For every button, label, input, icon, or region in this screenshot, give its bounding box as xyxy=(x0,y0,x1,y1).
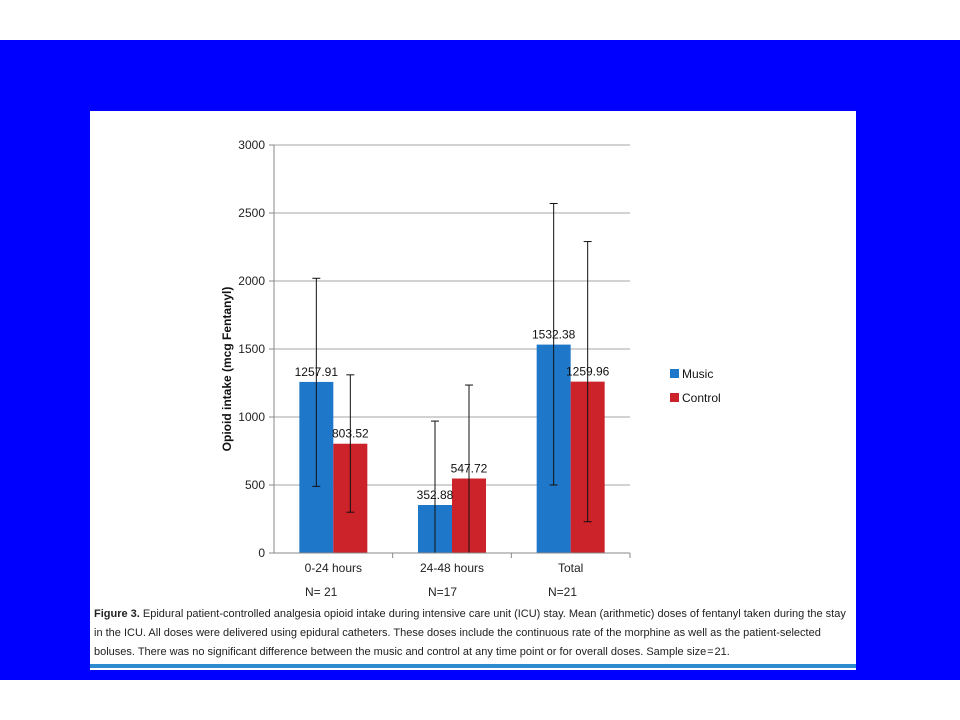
y-tick-label: 1500 xyxy=(238,342,265,356)
data-label: 803.52 xyxy=(331,426,369,441)
y-tick-label: 1000 xyxy=(238,410,265,424)
y-tick-label: 3000 xyxy=(238,138,265,152)
category-label: Total xyxy=(557,561,584,575)
bar-chart xyxy=(90,111,856,581)
y-axis-title: Opioid intake (mcg Fentanyl) xyxy=(220,286,234,452)
sample-size-label: N= 21 xyxy=(305,585,338,599)
caption-text: Epidural patient-controlled analgesia opioid intake during intensive care unit (ICU) stay. Mean (arithmetic) doses of fentanyl taken during the stay in the ICU. All doses were delivered using epidural catheters. These doses include the continuous rate of the morphine as well as the patient-selected boluses. There was no significant difference between the music and control at any time point or for overall doses. Sample size = 21. xyxy=(94,608,846,658)
figure-panel xyxy=(90,111,856,670)
data-label: 547.72 xyxy=(450,461,488,476)
legend-swatch-music xyxy=(670,369,679,378)
y-tick-label: 2500 xyxy=(238,206,265,220)
legend-swatch-control xyxy=(670,393,679,402)
data-label: 1259.96 xyxy=(565,364,610,379)
slide-frame xyxy=(0,40,960,680)
caption-label: Figure 3. xyxy=(94,608,140,620)
y-tick-label: 2000 xyxy=(238,274,265,288)
sample-sizes xyxy=(90,585,856,601)
bottom-rule xyxy=(90,664,856,668)
y-tick-label: 0 xyxy=(258,546,265,560)
y-tick-label: 500 xyxy=(244,478,265,492)
category-label: 24-48 hours xyxy=(419,561,485,575)
legend-label-music: Music xyxy=(682,367,714,381)
figure-caption xyxy=(94,605,846,662)
sample-size-label: N=17 xyxy=(428,585,458,599)
data-label: 1532.38 xyxy=(531,327,576,342)
data-label: 1257.91 xyxy=(294,364,339,379)
data-label: 352.88 xyxy=(416,488,454,503)
sample-size-label: N=21 xyxy=(548,585,578,599)
legend-label-control: Control xyxy=(682,391,721,405)
category-label: 0-24 hours xyxy=(304,561,363,575)
